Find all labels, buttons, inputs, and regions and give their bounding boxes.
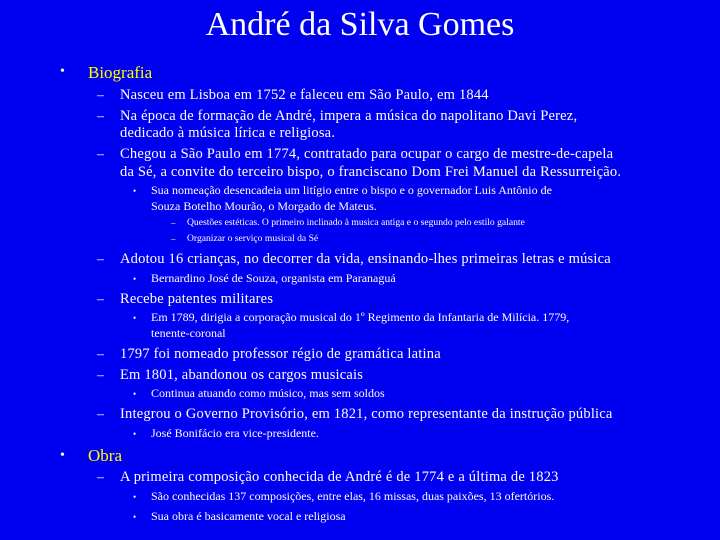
obra-subitem-2: Sua obra é basicamente vocal e religiosa: [151, 509, 346, 523]
bio-subitem-3-1-line-1: Sua nomeação desencadeia um litígio entre o bispo e o governador Luis Antônio de: [151, 183, 552, 197]
bio-subitem-8-1: José Bonifácio era vice-presidente.: [151, 426, 319, 440]
dash-level4: –: [171, 218, 176, 228]
slide-title: André da Silva Gomes: [205, 6, 515, 43]
bullet-level3: •: [133, 429, 137, 439]
bullet-level3: •: [133, 186, 137, 196]
bio-subsubitem-2: Organizar o serviço musical da Sé: [187, 233, 319, 244]
obra-item-1: A primeira composição conhecida de André é de 1774 e a última de 1823: [120, 469, 559, 485]
section-heading-obra: Obra: [88, 446, 122, 465]
bio-item-3-line-1: Chegou a São Paulo em 1774, contratado para ocupar o cargo de mestre-de-capela: [120, 146, 614, 162]
bullet-level3: •: [133, 492, 137, 502]
bullet-level1: •: [60, 64, 65, 79]
bio-item-8: Integrou o Governo Provisório, em 1821, como representante da instrução pública: [120, 406, 613, 422]
bullet-level3: •: [133, 389, 137, 399]
bio-item-2-line-1: Na época de formação de André, impera a música do napolitano Davi Perez,: [120, 108, 578, 124]
bio-subitem-5-1-line-2: tenente-coronal: [151, 326, 226, 340]
bio-item-1: Nasceu em Lisboa em 1752 e faleceu em São Paulo, em 1844: [120, 87, 489, 103]
dash-level2: –: [97, 368, 104, 383]
dash-level2: –: [97, 147, 104, 162]
bio-subitem-5-1-line-1: Em 1789, dirigia a corporação musical do 1º Regimento da Infantaria de Milícia. 1779,: [151, 310, 570, 324]
bullet-level1: •: [60, 448, 65, 463]
bio-subitem-7-1: Continua atuando como músico, mas sem soldos: [151, 386, 385, 400]
bullet-level3: •: [133, 512, 137, 522]
bio-subsubitem-1: Questões estéticas. O primeiro inclinado à musica antiga e o segundo pelo estilo galante: [187, 217, 525, 228]
dash-level2: –: [97, 407, 104, 422]
dash-level2: –: [97, 109, 104, 124]
dash-level2: –: [97, 252, 104, 267]
dash-level2: –: [97, 470, 104, 485]
obra-subitem-1: São conhecidas 137 composições, entre elas, 16 missas, duas paixões, 13 ofertórios.: [151, 489, 555, 503]
bio-item-2-line-2: dedicado à música lírica e religiosa.: [120, 125, 336, 141]
section-heading-biografia: Biografia: [88, 63, 153, 82]
dash-level2: –: [97, 292, 104, 307]
dash-level2: –: [97, 88, 104, 103]
dash-level4: –: [171, 234, 176, 244]
bio-item-7: Em 1801, abandonou os cargos musicais: [120, 367, 364, 383]
bio-subitem-3-1-line-2: Souza Botelho Mourão, o Morgado de Mateus.: [151, 199, 377, 213]
dash-level2: –: [97, 347, 104, 362]
bio-item-5: Recebe patentes militares: [120, 291, 274, 307]
bio-item-4: Adotou 16 crianças, no decorrer da vida, ensinando-lhes primeiras letras e música: [120, 251, 611, 267]
bullet-level3: •: [133, 274, 137, 284]
bio-item-6: 1797 foi nomeado professor régio de gramática latina: [120, 346, 441, 362]
bullet-level3: •: [133, 313, 137, 323]
bio-item-3-line-2: da Sé, a convite do terceiro bispo, o franciscano Dom Frei Manuel da Ressurreição.: [120, 164, 622, 180]
bio-subitem-4-1: Bernardino José de Souza, organista em Paranaguá: [151, 271, 396, 285]
